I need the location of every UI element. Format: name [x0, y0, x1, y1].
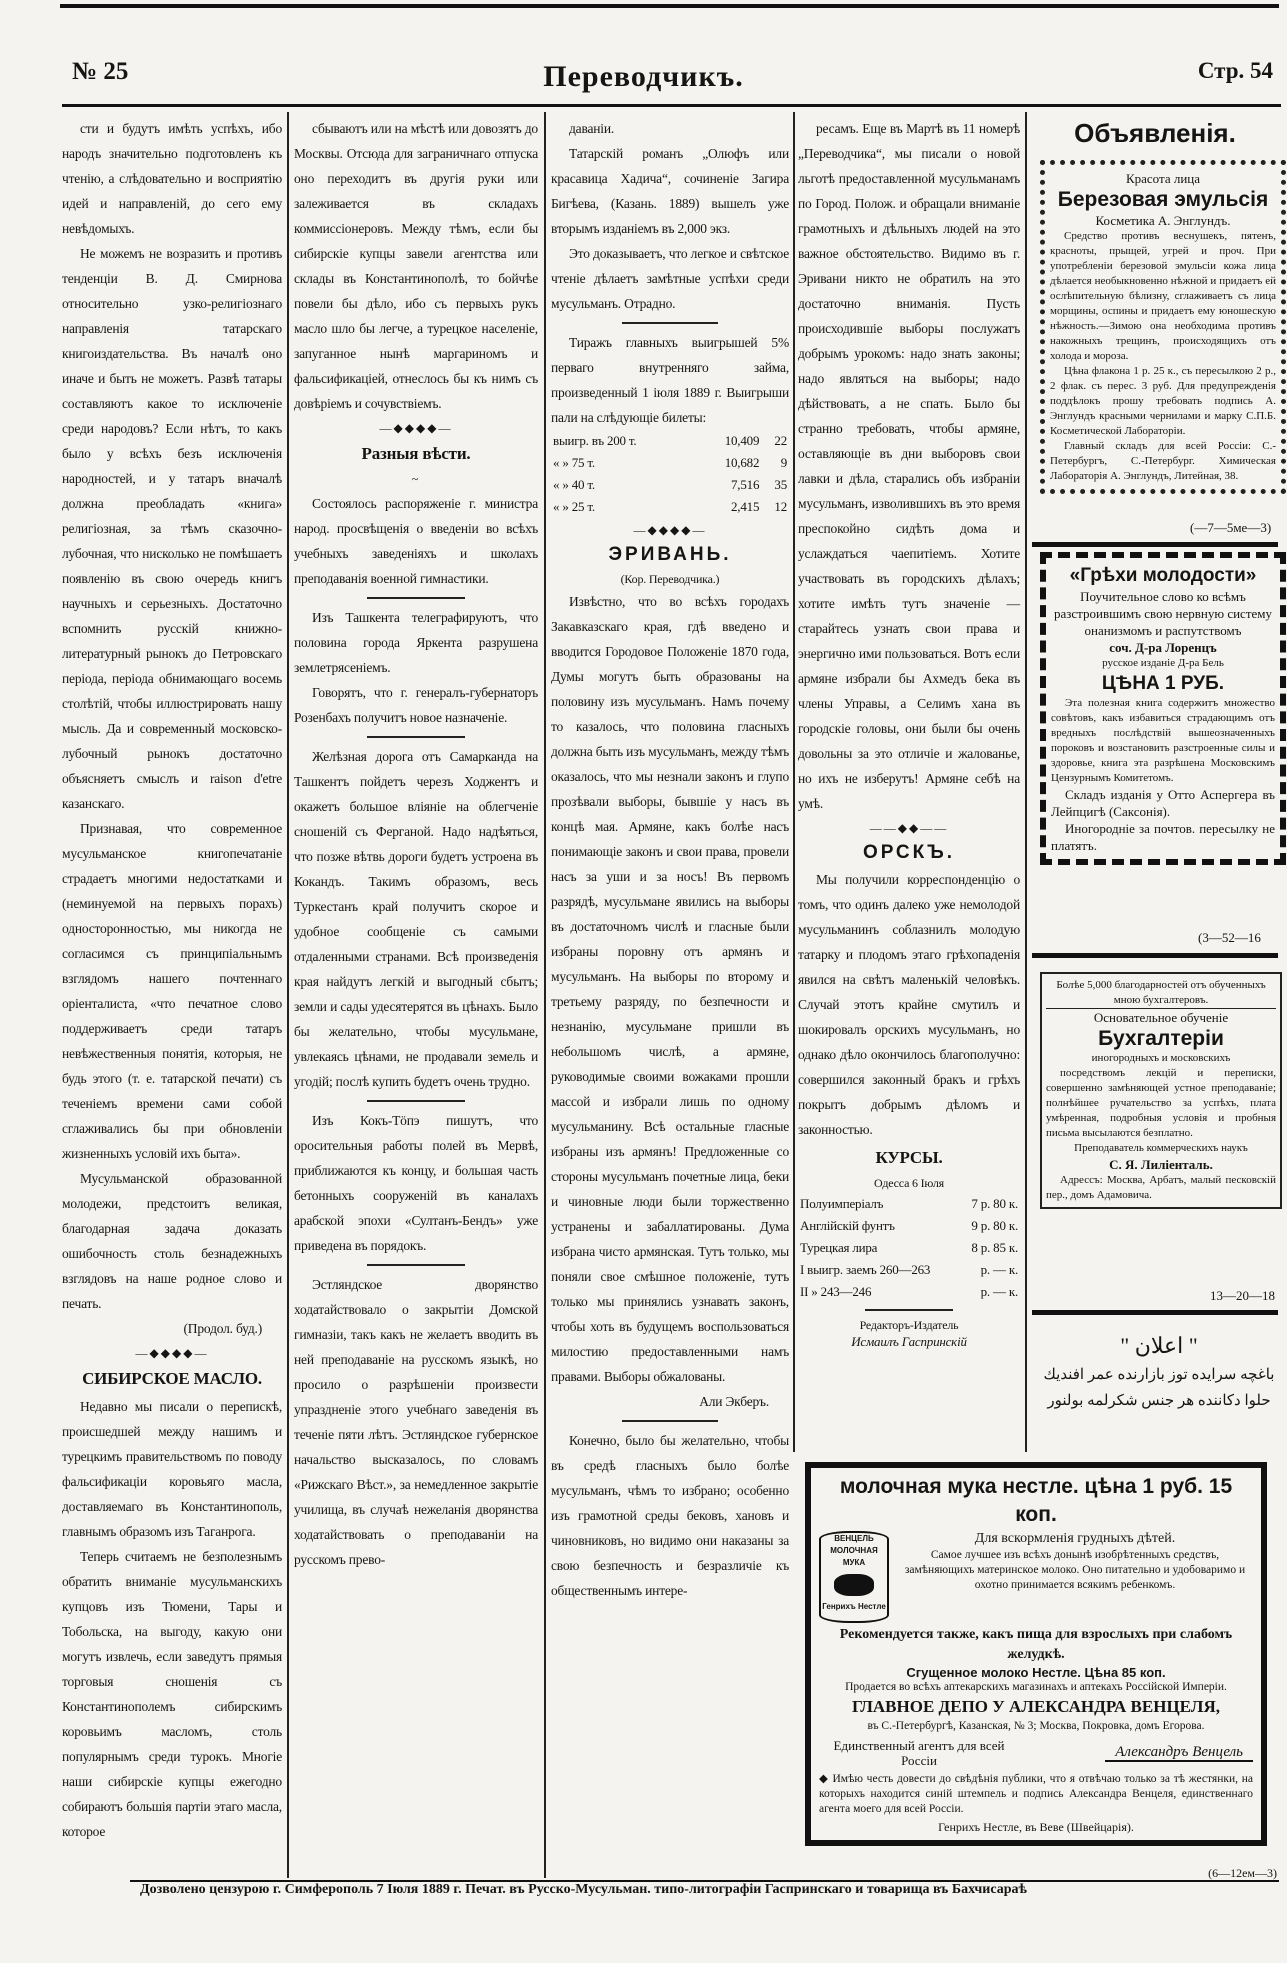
ad-text: С. Я. Лиліенталь.: [1109, 1157, 1213, 1172]
ad-sins-of-youth: [1040, 552, 1286, 865]
ad-text: въ С.-Петербургѣ, Казанская, № 3; Москва, Покровка, домъ Егорова.: [867, 1720, 1205, 1732]
ad-text: Имѣю честь довести до свѣдѣнія публики, что я отвѣчаю только за тѣ жестянки, на которыхъ находится синій штемпель и подпись Александра Венцеля, единственнаго агента моего для всей Россіи.: [819, 1773, 1253, 1815]
table-row: [798, 1193, 1020, 1215]
signature: Александръ Венцель: [1105, 1745, 1253, 1762]
ad-text: Генрихъ Нестле, въ Веве (Швейцарія).: [938, 1820, 1134, 1834]
table-cell: « » 25 т.: [553, 499, 595, 514]
column-divider: [1025, 112, 1027, 1452]
table-row: [798, 1215, 1020, 1237]
ad-text: Средство противъ веснушекъ, пятенъ, красноты, прыщей, угрей и проч. При употребленіи березовой эмульсіи кожа лица дѣлается необыкновенно нѣжной и придаетъ ей ослѣпительную бѣлизну, сглаживаетъ съ лица морщины, оспины и придаетъ ему юношескую нѣжность.—Зимою она необходима противъ накожныхъ трещинъ, происходящихъ отъ холода и мороза.: [1050, 230, 1276, 362]
ad-separator: [1032, 953, 1278, 958]
column-divider: [544, 112, 546, 1878]
ad-price: ЦѢНА 1 РУБ.: [1101, 673, 1225, 694]
paragraph: Конечно, было бы желательно, чтобы въ средѣ гласныхъ было болѣе мусульманъ, чѣмъ то избрано; особенно изъ грамотной среды бековъ, хановъ и чиновниковъ, но видимо они наказаны за свою безпечность и безразличіе къ общественнымъ интере-: [551, 1433, 789, 1598]
section-heading: СИБИРСКОЕ МАСЛО.: [82, 1369, 262, 1388]
subheading: Одесса 6 Іюля: [874, 1176, 944, 1190]
figures-table: [798, 1193, 1020, 1303]
diamond-icon: ◆: [819, 1773, 833, 1785]
newspaper-title: Переводчикъ.: [543, 60, 744, 93]
section-heading: ЭРИВАНЬ.: [608, 544, 732, 565]
paragraph: Изъ Кокъ-Тöпэ пишутъ, что оросительныя работы полей въ Мервѣ, приближаются къ концу, и большая часть бетонныхъ сооруженій въ каналахъ арабской эпохи «Султанъ-Бендъ» уже приведена въ порядокъ.: [294, 1113, 538, 1253]
byline: (Продол. буд.): [183, 1321, 262, 1336]
byline: Али Экберъ.: [699, 1394, 769, 1409]
ornament-divider: ——◆◆——: [869, 821, 949, 835]
ad-code: (6—12ем—3): [1208, 1866, 1277, 1880]
table-row: [551, 496, 789, 518]
paragraph: Изъ Ташкента телеграфируютъ, что половина города Яркента разрушена землетрясеніемъ.: [294, 610, 538, 675]
ad-bookkeeping: [1040, 972, 1282, 1209]
ad-text: باغچه سرايده توز بازارنده عمر افنديك: [1043, 1367, 1275, 1383]
editor-label: Редакторъ-Издатель: [859, 1318, 959, 1332]
separator-rule: [367, 736, 465, 738]
section-heading: ОРСКЪ.: [862, 842, 956, 863]
table-row: [551, 430, 789, 452]
separator-rule: [367, 1264, 465, 1266]
tin-label: Генрихъ Нестле: [822, 1602, 886, 1611]
ad-text: Болѣе 5,000 благодарностей отъ обученныхъ мною бухгалтеровъ.: [1046, 978, 1276, 1009]
ad-notice: [819, 1772, 1253, 1817]
ad-text: Главный складъ для всей Россіи: С.-Петербургъ, С.-Петербург. Химическая Лабораторія А. Энглундъ, Литейная, 38.: [1050, 440, 1276, 482]
ad-title: «Грѣхи молодости»: [1069, 565, 1257, 586]
table-row: [798, 1237, 1020, 1259]
ad-text: соч. Д-ра Лоренцъ: [1109, 640, 1217, 655]
table-row: [798, 1281, 1020, 1303]
table-cell: 10,409: [724, 433, 760, 448]
ad-nestle: [805, 1462, 1267, 1846]
table-cell: Англійскій фунтъ: [800, 1218, 895, 1233]
separator-rule: [367, 597, 465, 599]
paragraph: Состоялось распоряженіе г. министра народ. просвѣщенія о введеніи во всѣхъ учебныхъ заведеніяхъ и школахъ преподаванія военной гимнастики.: [294, 496, 538, 586]
paragraph: Недавно мы писали о перепискѣ, происшедшей между нашимъ и турецкимъ правительствомъ по поводу фальсификаціи коровьяго масла, доставляемаго въ Константинополь, главнымъ образомъ изъ Таганрога.: [62, 1399, 282, 1539]
section-heading: Разныя вѣсти.: [361, 444, 471, 463]
ad-text: Для вскормленія грудныхъ дѣтей.: [974, 1531, 1176, 1546]
ad-text: Сгущенное молоко Нестле. Цѣна 85 коп.: [906, 1665, 1166, 1680]
top-border: [60, 4, 1279, 8]
ad-text: Единственный агентъ для всей Россіи: [833, 1738, 1005, 1768]
ad-text: русское изданіе Д-ра Бель: [1102, 657, 1224, 669]
issue-number: № 25: [72, 58, 129, 85]
column-2: [294, 116, 538, 1572]
ad-title: Березовая эмульсія: [1057, 188, 1269, 211]
table-cell: « » 75 т.: [553, 455, 595, 470]
ad-arabic: [1040, 1330, 1278, 1414]
tin-label: МОЛОЧНАЯ МУКА: [830, 1546, 878, 1567]
ad-text: Преподаватель коммерческихъ наукъ: [1074, 1142, 1248, 1154]
ad-separator: [1032, 542, 1278, 547]
paragraph: Желѣзная дорога отъ Самарканда на Ташкентъ пойдетъ черезъ Ходжентъ и окажетъ большое вліяніе на облегченіе сношеній съ Ферганой. Надо надѣяться, что позже вѣтвь дороги будетъ устроена въ Кокандъ. Такимъ образомъ, весь Туркестанъ край получитъ скорое и удобное сообщеніе съ самыми отдаленными странами. Всѣ произведенія края найдутъ легкій и выгодный сбытъ; земли и сады удесятерятся въ цѣнахъ. Было бы желательно, чтобы мусульмане, увлекаясь цѣнами, не продавали земель и угодій; послѣ купить будетъ очень трудно.: [294, 749, 538, 1089]
editor-name: Исмаилъ Гаспринскій: [851, 1334, 967, 1349]
table-cell: « » 40 т.: [553, 477, 595, 492]
ads-heading: Объявленія.: [1074, 118, 1236, 148]
ad-title: " اعلان ": [1120, 1333, 1198, 1358]
header-rule: [62, 104, 1281, 107]
ad-title: Красота лица: [1125, 171, 1201, 186]
paragraph: ресамъ. Еще въ Мартѣ въ 11 номерѣ „Переводчика“, мы писали о новой льготѣ предоставленной мусульманамъ по Город. Полож. и обращали вниманіе грамотныхъ и дѣльныхъ людей на это важное обстоятельство. Видимо въ г. Эривани никто не обратилъ на это достаточно вниманія. Пусть происходившіе выборы послужатъ добрымъ урокомъ: надо знать законы; надо являться на выборы; надо дѣйствовать, а не спать. Было бы странно требовать, чтобы армяне, оставляющіе въ дни выборовъ свои лавки и дѣла, старались объ избраніи мусульманъ, изволившихъ въ это время преспокойно сидѣть дома и услаждаться чаепитіемъ. Хотите участвовать въ городскихъ дѣлахъ; хотите имѣть тутъ значеніе — старайтесь узнать свои права и энергично ими пользоваться. Вотъ если армяне избрали бы Ахмедъ бека въ члены Управы, а Селимъ хана въ городскіе головы, они были бы очень довольны за это отличіе и жалованье, но ихъ не изберутъ! Армяне себѣ на умѣ.: [798, 121, 1020, 811]
ad-text: Адрессъ: Москва, Арбатъ, малый песковскій пер., домъ Адамовича.: [1046, 1174, 1276, 1201]
separator-rule: [622, 1420, 717, 1422]
paragraph: Мусульманской образованной молодежи, предстоитъ великая, благодарная задача доказать ошибочность столь безнадежныхъ взглядовъ на наше родное слово и печать.: [62, 1171, 282, 1311]
separator-rule: [865, 1309, 954, 1311]
ad-text: Поучительное слово ко всѣмъ разстроившимъ свою нервную систему онанизмомъ и распутствомъ: [1053, 589, 1273, 638]
ad-title: Бухгалтеріи: [1098, 1027, 1224, 1050]
table-cell: 35: [774, 477, 787, 492]
paragraph: Тиражъ главныхъ выигрышей 5% перваго внутренняго займа, произведенный 1 іюля 1889 г. Выигрыши пали на слѣдующіе билеты:: [551, 335, 789, 425]
table-cell: Полуимперіалъ: [800, 1196, 884, 1211]
paragraph: Это доказываетъ, что легкое и свѣтское чтеніе дѣлаетъ замѣтные успѣхи среди мусульманъ. Отрадно.: [551, 246, 789, 311]
paragraph: Не можемъ не возразить и противъ тенденціи В. Д. Смирнова относительно узко-религіознаго направленія татарскаго книгоиздательства. Въ началѣ оно иначе и быть не можетъ. Развѣ татары составляютъ какое то исключеніе среди народовъ? Если нѣтъ, то какъ было у всѣхъ безъ исключенія народностей, и у татаръ вначалѣ должна преобладать «книга» религіозная, за тѣмъ сказочно-лубочная, что нисколько не помѣшаетъ появленію въ свою очередь книгъ научныхъ и серьезныхъ. Достаточно вспомнить русскій книжно-литературный рынокъ до Петровскаго періода, періода обнимающаго восемь столѣтій, чтобы иллюстрировать нашу мысль. Да и современный московско-лубочный рынокъ достаточно объясняетъ смыслъ и raison d'etre казанскаго.: [62, 246, 282, 811]
table-cell: 2,415: [731, 499, 760, 514]
ad-text: посредствомъ лекцій и переписки, совершенно замѣняющей устное преподаваніе; полнѣйшее ручательство за успѣхъ, плата умѣренная, подробныя условія и пробныя письма высылаются безплатно.: [1046, 1067, 1276, 1139]
separator-rule: [367, 1100, 465, 1102]
paragraph: Признавая, что современное мусульманское книгопечатаніе страдаетъ многими недостатками и (неминуемой на первыхъ порахъ) односторонностью, мы никогда не согласимся съ принципіальнымъ взглядомъ нашего почтеннаго оріенталиста, «что печатное слово поддерживаетъ среди татаръ невѣжественныя понятія, которыя, не будь этого (т. е. татарской печати) съ теченіемъ времени сами собой сглаживались бы при обновленіи жизненныхъ условій ихъ быта».: [62, 821, 282, 1161]
page-number: Стр. 54: [1197, 58, 1273, 83]
table-cell: р. — к.: [980, 1284, 1018, 1299]
ad-text: Продается во всѣхъ аптекарскихъ магазинахъ и аптекахъ Россійской Имперіи.: [845, 1681, 1227, 1693]
table-cell: I выигр. заемъ 260—263: [800, 1262, 931, 1277]
ornament-divider: ~: [411, 472, 421, 486]
tin-label: ВЕНЦЕЛЬ: [834, 1534, 874, 1543]
milk-tin-illustration: [819, 1531, 889, 1623]
table-cell: 10,682: [724, 455, 760, 470]
ad-text: Эта полезная книга содержитъ множество совѣтовъ, какъ избавиться страдающимъ отъ вредныхъ послѣдствій вышеозначенныхъ пороковъ и возстановить разстроенные силы и здоровье, книга эта разрѣшена Московскимъ Цензурнымъ Комитетомъ.: [1051, 697, 1275, 784]
table-row: [551, 452, 789, 474]
ad-code: (—7—5ме—3): [1190, 520, 1272, 535]
paragraph: Татарскій романъ „Олюфъ или красавица Хадича“, сочиненіе Загира Бигѣева, (Казань. 1889) вышелъ уже вторымъ изданіемъ въ 2,000 экз.: [551, 146, 789, 236]
section-heading: КУРСЫ.: [875, 1148, 943, 1167]
column-3: [551, 116, 789, 1603]
ad-text: حلوا دكاننده هر جنس شكرلمه بولنور: [1047, 1393, 1271, 1409]
paragraph: сти и будутъ имѣть успѣхъ, ибо народъ значительно подготовленъ къ чтенію, а слѣдовательно и восприятію идей и направленій, до сего ему невѣдомыхъ.: [62, 121, 282, 236]
ad-text: Цѣна флакона 1 р. 25 к., съ пересылкою 2 р., 2 флак. съ перес. 3 руб. Для предупрежденія поддѣлокъ прошу требовать подпись А. Энглундъ красными чернилами и марку С.П.Б. Косметической Лабораторіи.: [1050, 365, 1276, 437]
column-1: [62, 116, 282, 1844]
table-cell: выигр. въ 200 т.: [553, 433, 637, 448]
table-cell: 7,516: [731, 477, 760, 492]
ornament-divider: —◆◆◆◆—: [135, 1346, 209, 1360]
ad-code: 13—20—18: [1210, 1288, 1275, 1303]
table-cell: 8 р. 85 к.: [971, 1240, 1018, 1255]
paragraph: Мы получили корреспонденцію о томъ, что одинъ далеко уже немолодой мусульманинъ соблазнилъ молодую татарку и плодомъ этаго грѣхопаденія явился на свѣтъ маленькій человѣкъ. Случай этотъ крайне смутилъ и шокировалъ орскихъ мусульманъ, но однако дѣло окончилось благополучно: совершился законный бракъ и грѣхъ покрытъ добрымъ дѣломъ и законностью.: [798, 872, 1020, 1137]
table-cell: Турецкая лира: [800, 1240, 878, 1255]
ad-code: (3—52—16: [1198, 930, 1261, 945]
table-cell: 12: [774, 499, 787, 514]
ad-text: Основательное обученіе: [1093, 1010, 1229, 1025]
ornament-divider: —◆◆◆◆—: [379, 421, 453, 435]
table-row: [798, 1259, 1020, 1281]
ad-text: иногородныхъ и московскихъ: [1091, 1052, 1231, 1064]
table-row: [551, 474, 789, 496]
paragraph: Говорятъ, что г. генералъ-губернаторъ Розенбахъ получитъ новое назначеніе.: [294, 685, 538, 725]
ad-text: ГЛАВНОЕ ДЕПО У АЛЕКСАНДРА ВЕНЦЕЛЯ,: [851, 1697, 1220, 1716]
paragraph: сбываютъ или на мѣстѣ или довозятъ до Москвы. Отсюда для заграничнаго отпуска оно переходитъ въ другія руки или залеживается въ складахъ коммиссіонеровъ. Между тѣмъ, если бы сибирскіе купцы завели агентства или склады въ Константинополѣ, то бойчѣе повели бы дѣло, ибо съ первыхъ рукъ масло шло бы легче, а турецкое населеніе, запуганное нынѣ маргариномъ и фальсификаціей, отнеслось бы къ нимъ съ довѣріемъ и сочувствіемъ.: [294, 121, 538, 411]
ad-text: Иногородніе за почтов. пересылку не платятъ.: [1051, 821, 1275, 853]
table-cell: 9: [780, 455, 787, 470]
ad-separator: [1032, 1310, 1278, 1315]
paragraph: Эстляндское дворянство ходатайствовало о закрытіи Домской гимназіи, такъ какъ не желаетъ вводить въ ней преподаваніе на русскомъ языкѣ, но просило о разрѣшеніи произвести упраздненіе этого учебнаго заведенія въ теченіе пяти лѣтъ. Эстляндское губернское начальство высказалось, по словамъ «Рижскаго Вѣст.», за немедленное закрытіе училища, въ случаѣ нежеланія дворянства ходатайствовать о преподаваніи на русскомъ прево-: [294, 1277, 538, 1567]
figures-table: [551, 430, 789, 518]
ad-birch-emulsion: [1040, 160, 1286, 494]
column-4: [798, 116, 1020, 1351]
ad-text: Рекомендуется также, какъ пища для взрослыхъ при слабомъ желудкѣ.: [839, 1627, 1233, 1662]
table-cell: 7 р. 80 к.: [971, 1196, 1018, 1211]
ornament-divider: —◆◆◆◆—: [633, 523, 707, 537]
subheading: (Кор. Переводчика.): [620, 572, 720, 586]
column-divider: [793, 112, 795, 1452]
table-cell: 22: [774, 433, 787, 448]
table-cell: р. — к.: [980, 1262, 1018, 1277]
table-cell: II » 243—246: [800, 1284, 872, 1299]
ad-title: молочная мука нестле. цѣна 1 руб. 15 коп.: [839, 1475, 1233, 1526]
table-cell: 9 р. 80 к.: [971, 1218, 1018, 1233]
column-divider: [287, 112, 289, 1878]
paragraph: даваніи.: [569, 121, 615, 136]
cow-icon: [834, 1574, 874, 1596]
paragraph: Извѣстно, что во всѣхъ городахъ Закавказскаго края, гдѣ введено и вводится Городовое Положеніе 1870 года, Думы могутъ быть образованы на половину изъ мусульманъ. Намъ почему то казалось, что половина гласныхъ должна быть изъ мусульманъ, между тѣмъ оказалось, что мы незнали законъ и глупо прозѣвали выборы, бывшіе у насъ въ концѣ мая. Армяне, какъ болѣе насъ понимающіе законъ и свои права, провели насъ за уши и за носъ! Въ первомъ разрядѣ, мусульмане явились на выборы въ достаточномъ числѣ и гласные были избраны поровну отъ армянъ и мусульманъ. На выборы по второму и третьему разряду, по безпечности и незнанію, мусульмане пришли въ небольшомъ числѣ, а армяне, руководимые своими вожаками прошли массой и избрали лишь по одному мусульманину. Всѣ остальные гласные избраны изъ армянъ! Предложенные со стороны мусульманъ почетные лица, беки и чиновные люди были торжественно устранены и забаллатированы. Дума избрана чисто армянская. Тутъ только, мы поняли свое смѣшное положеніе, тутъ только мы принялись узнавать законъ, чтобы хоть въ будущемъ воспользоваться милостию предоставленными намъ правами. Выборы обжалованы.: [551, 594, 789, 1384]
footer-imprint: Дозволено цензурою г. Симферополь 7 Іюля 1889 г. Печат. въ Русско-Мусульман. типо-литографіи Гаспринскаго и товарища въ Бахчисараѣ: [140, 1882, 1027, 1897]
ad-text: Самое лучшее изъ всѣхъ донынѣ изобрѣтенныхъ средствъ, замѣняющихъ материнское молоко. Оно питательно и удобоваримо и охотно принимается всякимъ ребенкомъ.: [904, 1549, 1246, 1591]
ad-text: Складъ изданія у Отто Аспергера въ Лейпцигѣ (Саксонія).: [1051, 787, 1275, 819]
separator-rule: [622, 322, 717, 324]
ad-subtitle: Косметика А. Энглундъ.: [1095, 213, 1231, 228]
paragraph: Теперь считаемъ не безполезнымъ обратить вниманіе мусульманскихъ купцовъ изъ Тюмени, Тары и Тобольска, на выгоду, какую они могутъ извлечь, если заведутъ прямыя торговыя сношенія съ Константинополемъ сибирскимъ коровьимъ масломъ, столь популярнымъ среди турокъ. Многіе наши сибирскіе купцы ежегодно собираютъ большія партіи этаго масла, которое: [62, 1549, 282, 1839]
